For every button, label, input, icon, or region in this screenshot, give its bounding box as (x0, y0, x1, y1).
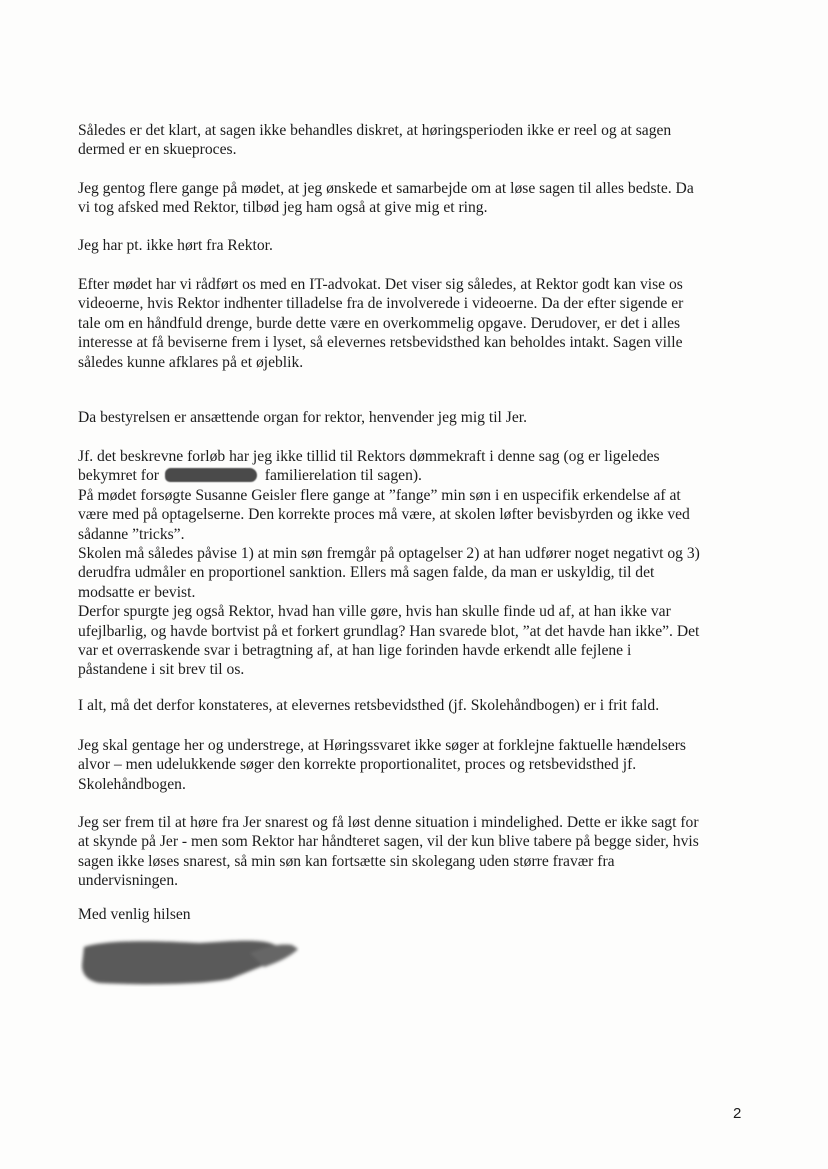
text-line: modsatte er bevist. (78, 583, 196, 601)
text-line: være med på optagelserne. Den korrekte proces må være, at skolen løfter bevisbyrden og ikke ved (78, 506, 690, 524)
text-line: at skynde på Jer - men som Rektor har håndteret sagen, vil der kun blive tabere på begge sider, hvis (78, 833, 699, 851)
text-line: Da bestyrelsen er ansættende organ for rektor, henvender jeg mig til Jer. (78, 409, 527, 426)
text-line: videoerne, hvis Rektor indhenter tilladelse fra de involverede i videoerne. Da der efter sigende er (78, 295, 684, 313)
paragraph-7 (78, 696, 758, 715)
text-line: sagen ikke løses snarest, så min søn kan fortsætte sin skolegang uden større fravær fra (78, 852, 615, 870)
redacted-text-line (78, 466, 758, 485)
text-line: sådanne ”tricks”. (78, 525, 185, 543)
text-line: Skolen må således påvise 1) at min søn fremgår på optagelser 2) at han udfører noget negativt og 3) (78, 545, 700, 563)
redacted-signature (80, 933, 300, 987)
text-line: Jeg gentog flere gange på mødet, at jeg ønskede et samarbejde om at løse sagen til alles bedste. Da (78, 180, 694, 197)
paragraph-6 (78, 447, 758, 680)
text-line: Derfor spurgte jeg også Rektor, hvad han ville gøre, hvis han skulle finde ud af, at han ikke var (78, 603, 671, 621)
closing-salutation (78, 905, 758, 924)
paragraph-9 (78, 813, 758, 891)
paragraph-4 (78, 275, 758, 372)
paragraph-3 (78, 236, 758, 255)
paragraph-2 (78, 179, 758, 218)
text-line: Således er det klart, at sagen ikke behandles diskret, at høringsperioden ikke er reel og at sagen (78, 122, 672, 139)
text-line: tale om en håndfuld drenge, burde dette være en overkommelig opgave. Derudover, er det i alles (78, 314, 681, 332)
text-fragment: familierelation til sagen). (264, 467, 422, 485)
text-line: Jeg har pt. ikke hørt fra Rektor. (78, 237, 273, 254)
text-line: I alt, må det derfor konstateres, at elevernes retsbevidsthed (jf. Skolehåndbogen) er i frit fald. (78, 697, 660, 714)
paragraph-8 (78, 736, 758, 794)
text-line: undervisningen. (78, 872, 179, 890)
paragraph-1 (78, 121, 758, 160)
text-line: Jeg skal gentage her og understrege, at Høringssvaret ikke søger at forklejne faktuelle hændelsers (78, 737, 686, 754)
text-line: således kunne afklares på et øjeblik. (78, 353, 304, 371)
text-line: var et overraskende svar i betragtning af, at han lige forinden havde erkendt alle fejlene i (78, 642, 632, 660)
redaction-mark (165, 468, 257, 482)
text-line: påstandene i sit brev til os. (78, 661, 245, 679)
text-line: dermed er en skueproces. (78, 141, 237, 159)
text-line: Med venlig hilsen (78, 906, 191, 923)
text-line: På mødet forsøgte Susanne Geisler flere gange at ”fange” min søn i en uspecifik erkendelse af at (78, 486, 681, 504)
text-line: derudfra udmåler en proportionel sanktion. Ellers må sagen falde, da man er uskyldig, til det (78, 564, 655, 582)
text-line: Skolehåndbogen. (78, 775, 186, 793)
text-line: Jeg ser frem til at høre fra Jer snarest og få løst denne situation i mindelighed. Dette er ikke sagt for (78, 814, 699, 831)
text-line: Efter mødet har vi rådført os med en IT-advokat. Det viser sig således, at Rektor godt kan vise os (78, 276, 683, 293)
page-number: 2 (733, 1105, 742, 1122)
text-line: alvor – men udelukkende søger den korrekte proportionalitet, proces og retsbevidsthed jf. (78, 756, 637, 774)
paragraph-5 (78, 408, 758, 427)
text-line: interesse at få beviserne frem i lyset, så elevernes retsbevidsthed kan beholdes intakt. Sagen ville (78, 334, 683, 352)
text-line: vi tog afsked med Rektor, tilbød jeg ham også at give mig et ring. (78, 199, 488, 217)
text-line: Jf. det beskrevne forløb har jeg ikke tillid til Rektors dømmekraft i denne sag (og er ligeledes (78, 448, 660, 465)
text-line: ufejlbarlig, og havde bortvist på et forkert grundlag? Han svarede blot, ”at det havde han ikke”. Det (78, 622, 700, 640)
text-fragment: bekymret for (78, 467, 159, 485)
